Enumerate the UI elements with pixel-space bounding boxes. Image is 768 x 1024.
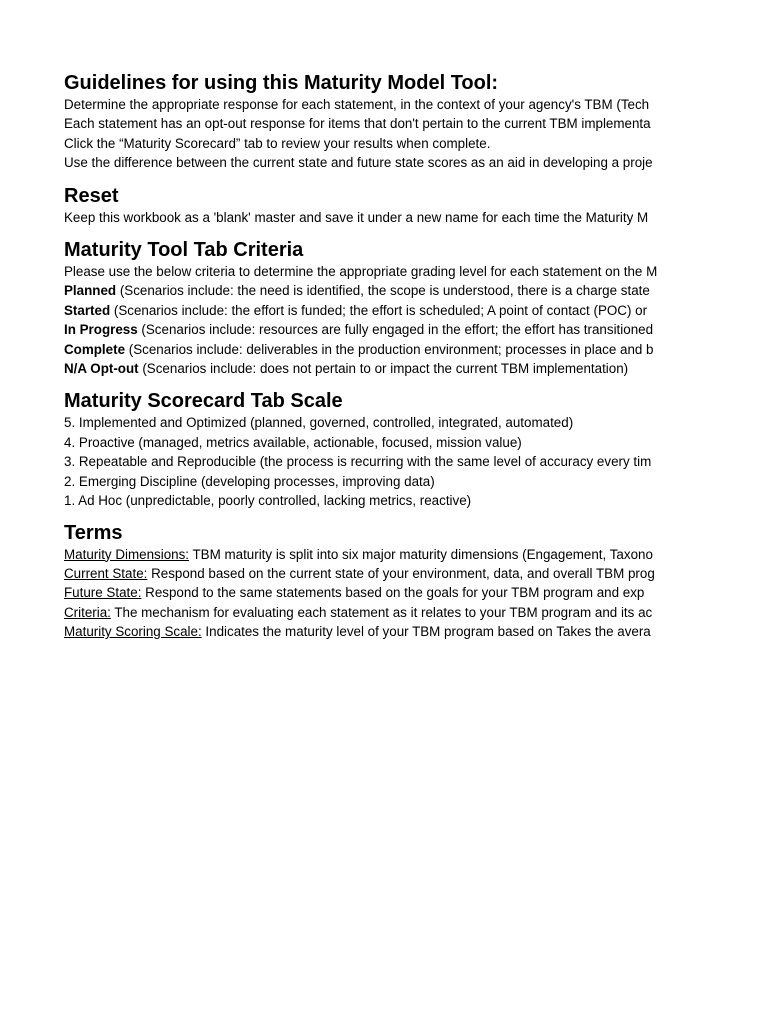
criteria-description: (Scenarios include: the need is identified, the scope is understood, there is a charge state [116,283,650,299]
criteria-description: (Scenarios include: does not pertain to or impact the current TBM implementation) [138,361,629,377]
term-maturity-dimensions [64,545,669,564]
criteria-term: Planned [64,283,117,299]
terms-heading: Terms [64,521,123,544]
criteria-description: (Scenarios include: resources are fully engaged in the effort; the effort has transitioned [137,322,654,338]
criteria-heading: Maturity Tool Tab Criteria [64,239,304,262]
term-label: Maturity Dimensions: [64,546,190,562]
criteria-term: N/A Opt-out [64,361,139,377]
scale-heading: Maturity Scorecard Tab Scale [64,390,343,413]
reset-line: Keep this workbook as a 'blank' master and save it under a new name for each time the Maturity M [64,209,649,225]
term-definition: TBM maturity is split into six major maturity dimensions (Engagement, Taxono [189,546,653,562]
guidelines-heading: Guidelines for using this Maturity Model Tool: [64,72,499,94]
criteria-item-opt-out [64,359,669,378]
term-maturity-scoring-scale [64,622,669,641]
criteria-item-in-progress [64,320,669,339]
guidelines-line: Determine the appropriate response for each statement, in the context of your agency's TBM (Tech [64,97,650,112]
reset-heading: Reset [64,184,119,207]
term-definition: Respond based on the current state of your environment, data, and overall TBM prog [147,565,655,581]
term-label: Maturity Scoring Scale: [64,624,202,640]
criteria-term: Complete [64,341,126,357]
criteria-description: (Scenarios include: deliverables in the production environment; processes in place and b [125,341,654,357]
criteria-term: In Progress [64,322,138,338]
criteria-intro: Please use the below criteria to determine the appropriate grading level for each statement on the M [64,264,658,280]
term-label: Current State: [64,565,148,581]
term-current-state [64,564,669,583]
criteria-item-planned [64,281,669,300]
guidelines-line: Each statement has an opt-out response for items that don't pertain to the current TBM implementa [64,116,651,132]
term-label: Criteria: [64,604,111,620]
scale-level-1: 1. Ad Hoc (unpredictable, poorly controlled, lacking metrics, reactive) [64,493,472,509]
term-future-state [64,583,669,602]
guidelines-line: Click the “Maturity Scorecard” tab to review your results when complete. [64,135,491,151]
scale-level-3: 3. Repeatable and Reproducible (the process is recurring with the same level of accuracy every tim [64,454,652,470]
term-criteria [64,603,669,622]
scale-level-5: 5. Implemented and Optimized (planned, governed, controlled, integrated, automated) [64,415,574,431]
scale-level-4: 4. Proactive (managed, metrics available, actionable, focused, mission value) [64,434,522,450]
criteria-term: Started [64,302,111,318]
criteria-item-started [64,301,669,320]
term-label: Future State: [64,585,142,601]
scale-level-2: 2. Emerging Discipline (developing processes, improving data) [64,473,435,489]
criteria-item-complete [64,340,669,359]
criteria-description: (Scenarios include: the effort is funded; the effort is scheduled; A point of contact (POC) or [110,302,648,318]
term-definition: Indicates the maturity level of your TBM program based on Takes the avera [201,624,651,640]
document-body [64,71,669,642]
term-definition: Respond to the same statements based on the goals for your TBM program and exp [141,585,645,601]
term-definition: The mechanism for evaluating each statement as it relates to your TBM program and its ac [110,604,653,620]
guidelines-line: Use the difference between the current state and future state scores as an aid in developing a proje [64,155,653,171]
